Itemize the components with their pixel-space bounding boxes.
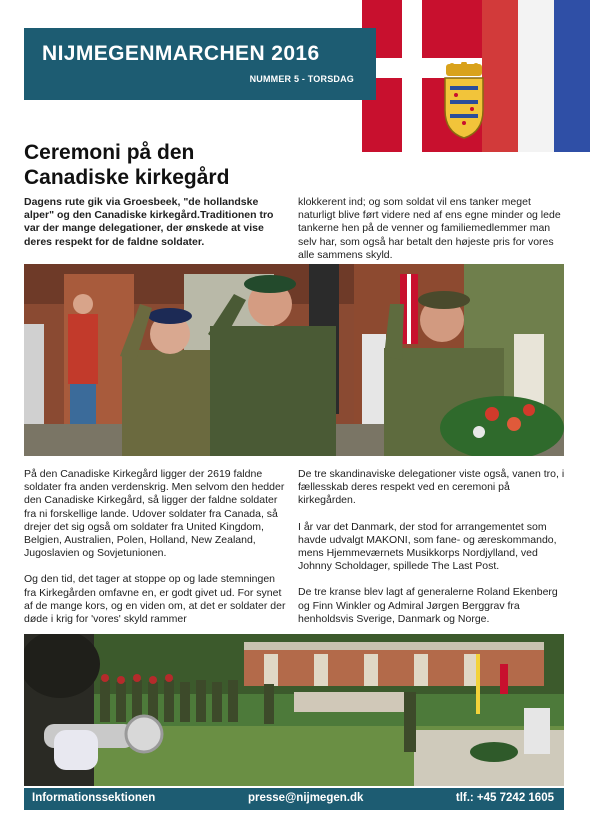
- paragraph: De tre skandinaviske delegationer viste også, vanen tro, i fællesskab deres respekt ved en ceremoni på kirkegården.: [298, 468, 565, 507]
- article-body-left: [24, 468, 290, 639]
- ceremony-salute-photo: [24, 264, 564, 456]
- article-text-continued: klokkerent ind; og som soldat vil ens tanker meget naturligt blive ført videre ned af ens egne minder og lede tankerne hen på de venner og familiemedlemmer man selv har, som også har betalt den højeste pris for vores alle sammens skyld.: [298, 196, 561, 261]
- footer-phone: tlf.: +45 7242 1605: [455, 792, 554, 804]
- issue-number: NUMMER 5 - TORSDAG: [249, 74, 354, 84]
- newsletter-title: NIJMEGENMARCHEN 2016: [42, 42, 320, 65]
- paragraph: På den Canadiske Kirkegård ligger der 2619 faldne soldater fra anden verdenskrig. Men selvom den hedder den Canadiske Kirkegård, så ligger der faldne soldater fra ni forskellige lande. Udover soldater fra Canada, så drejer det sig også om soldater fra United Kingdom, Belgien, Australien, Polen, Holland, New Zealand, Jugoslavien og Sovjetunionen.: [24, 468, 285, 560]
- footer-section: Informationssektionen: [32, 792, 156, 804]
- paragraph: I år var det Danmark, der stod for arrangementet som havde udvalgt MAKONI, som fane- og æreskommando, mens Hjemmeværnets Musikkorps Nordjylland, ved Johnny Scholdager, spillede The Last Post.: [298, 520, 557, 573]
- coat-of-arms-icon: [442, 62, 486, 140]
- article-headline: Ceremoni på den Canadiske kirkegård: [24, 141, 230, 189]
- paragraph: Og den tid, det tager at stoppe op og lade stemningen fra Kirkegården omfavne en, er godt givet ud. For synet af de mange kors, og en viden om, at det er soldater der døde i krig for 'vores' skyld rammer: [24, 573, 286, 626]
- header-banner: [24, 28, 376, 100]
- flags-decoration: [362, 0, 590, 152]
- article-lead: Dagens rute gik via Groesbeek, "de hollandske alper" og den Canadiske kirkegård.Traditionen tro var der mange delegationer, der ønskede at vise deres respekt for de faldne soldater.: [24, 196, 274, 248]
- paragraph: De tre kranse blev lagt af generalerne Roland Ekenberg og Finn Winkler og Admiral Jørgen Berggrav fra henholdsvis Sverige, Danmark og Norge.: [298, 586, 558, 625]
- footer-email-link[interactable]: presse@nijmegen.dk: [248, 792, 364, 804]
- cemetery-ceremony-photo: [24, 634, 564, 786]
- article-body-right: [298, 468, 568, 639]
- dutch-flag: [482, 0, 590, 152]
- footer-bar: [24, 788, 564, 810]
